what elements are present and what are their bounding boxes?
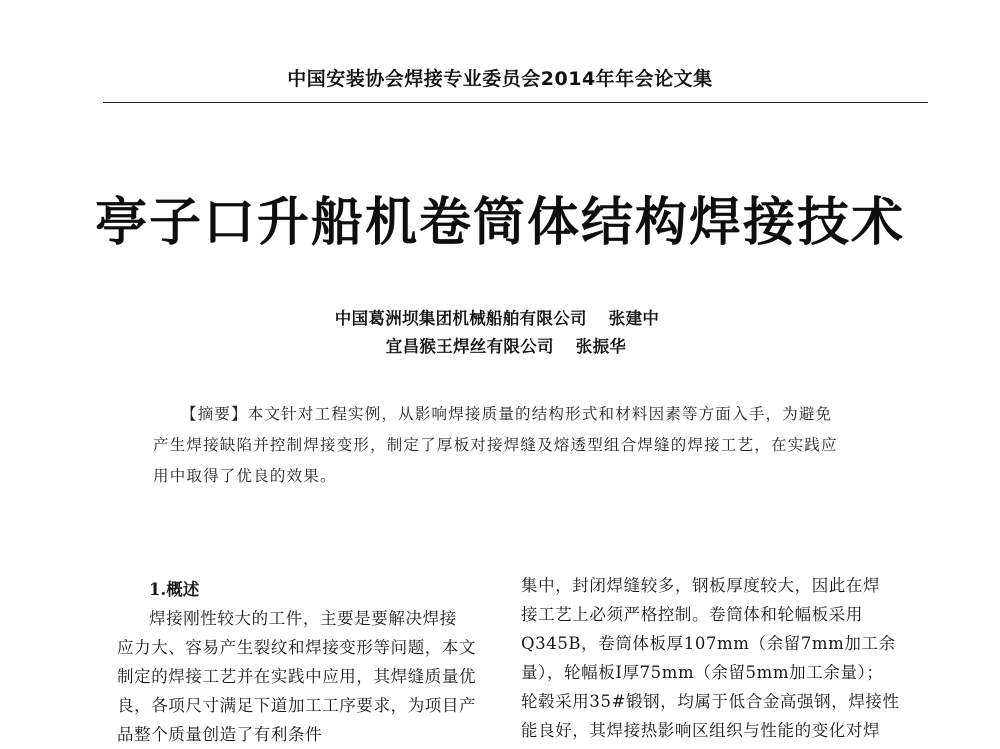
author-line-1 [0,305,1000,333]
header-rule [103,102,928,103]
author-name: 张建中 [608,309,660,328]
journal-header: 中国安装协会焊接专业委员会2014年年会论文集 [287,68,713,90]
body-line: 品整个质量创造了有利条件 [117,725,323,744]
abstract-line-2: 产生焊接缺陷并控制焊接变形，制定了厚板对接焊缝及熔透型组合焊缝的焊接工艺，在实践应 [153,436,838,454]
body-line: 焊接刚性较大的工件，主要是要解决焊接 [149,609,457,628]
body-line: Q345B，卷筒体板厚107mm（余留7mm加工余 [521,634,896,653]
body-line: 集中，封闭焊缝较多，钢板厚度较大，因此在焊 [521,576,881,595]
paper-title: 亭子口升船机卷筒体结构焊接技术 [94,193,905,253]
author-block [0,305,1000,361]
left-column [117,575,489,749]
body-line: 量），轮幅板Ⅰ厚75mm（余留5mm加工余量）； [521,663,884,682]
body-line: 接工艺上必须严格控制。卷筒体和轮幅板采用 [521,605,863,624]
author-name: 张振华 [575,337,627,356]
author-line-2 [12,333,1000,361]
body-line: 能良好，其焊接热影响区组织与性能的变化对焊 [521,721,881,740]
right-column [521,571,900,745]
abstract [153,399,863,492]
abstract-line-1 [153,399,863,430]
author-organization: 宜昌猴王焊丝有限公司 [385,337,554,356]
body-line: 轮毂采用35#锻钢，均属于低合金高强钢，焊接性 [521,692,900,711]
abstract-text: 本文针对工程实例，从影响焊接质量的结构形式和材料因素等方面入手，为避免 [247,405,833,423]
body-line: 应力大、容易产生裂纹和焊接变形等问题，本文 [117,638,477,657]
body-line: 制定的焊接工艺并在实践中应用，其焊缝质量优 [117,667,477,686]
abstract-label: 【摘要】 [181,405,248,423]
section-heading: 1.概述 [149,580,200,599]
author-organization: 中国葛洲坝集团机械船舶有限公司 [334,309,587,328]
body-line: 良，各项尺寸满足下道加工工序要求，为项目产 [117,696,477,715]
abstract-line-3: 用中取得了优良的效果。 [153,467,337,485]
